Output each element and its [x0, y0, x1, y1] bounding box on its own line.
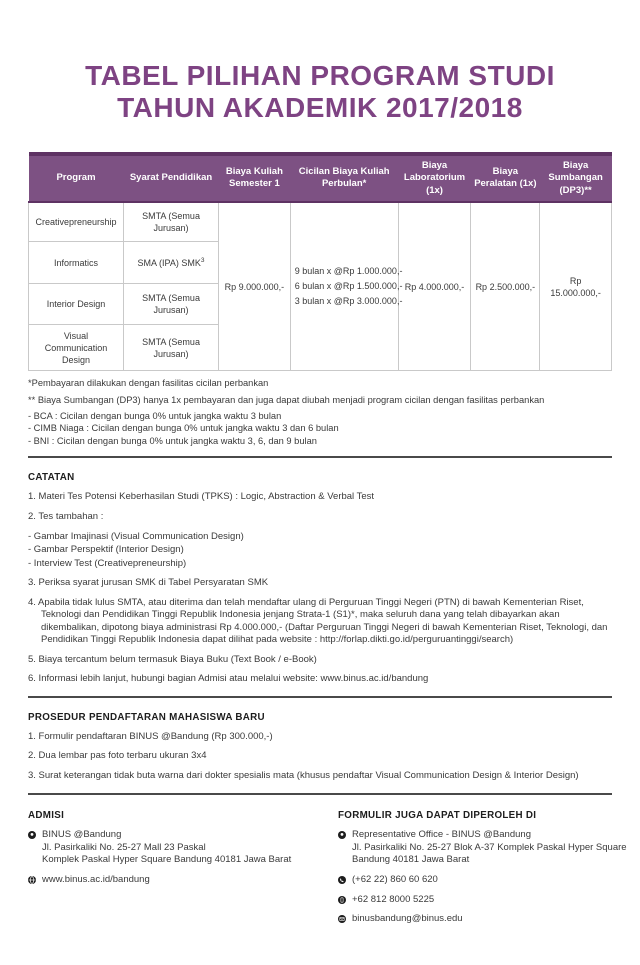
smk-footnote-superscript: 3	[200, 256, 205, 264]
peralatan-cell: Rp 2.500.000,-	[471, 202, 540, 371]
syarat-cell: SMTA (Semua Jurusan)	[124, 284, 219, 325]
catatan-item-3: 3. Periksa syarat jurusan SMK di Tabel Persyaratan SMK	[28, 577, 269, 589]
prosedur-section	[28, 712, 612, 783]
program-cell: Creativepreneurship	[29, 202, 124, 242]
globe-icon	[28, 876, 36, 884]
document-page	[0, 60, 640, 965]
catatan-heading: CATATAN	[28, 472, 75, 484]
cicilan-line: 6 bulan x @Rp 1.500.000,-	[294, 281, 403, 292]
laboratorium-cell: Rp 4.000.000,-	[398, 202, 471, 371]
table-footnotes	[28, 377, 612, 448]
bank-cimb: - CIMB Niaga : Cicilan dengan bunga 0% untuk jangka waktu 3 dan 6 bulan	[28, 423, 339, 434]
sumbangan-cell: Rp 15.000.000,-	[540, 202, 612, 371]
contact-area	[28, 810, 627, 932]
admisi-website-entry	[28, 874, 330, 887]
section-divider	[28, 696, 612, 698]
formulir-section	[330, 810, 627, 932]
formulir-mobile-entry	[338, 894, 627, 907]
catatan-item-6: 6. Informasi lebih lanjut, hubungi bagian Admisi atau melalui website: www.binus.ac.id/bandung	[28, 673, 429, 685]
email-icon	[338, 915, 346, 923]
formulir-phone: (+62 22) 860 60 620	[352, 873, 438, 885]
catatan-sub-3: - Interview Test (Creativepreneurship)	[28, 557, 187, 569]
formulir-phone-entry	[338, 874, 627, 887]
column-header-biaya-kuliah: Biaya Kuliah Semester 1	[219, 154, 291, 202]
formulir-heading: FORMULIR JUGA DAPAT DIPEROLEH DI	[338, 810, 537, 822]
admisi-heading: ADMISI	[28, 810, 65, 822]
catatan-item-1: 1. Materi Tes Potensi Keberhasilan Studi (TPKS) : Logic, Abstraction & Verbal Test	[28, 491, 375, 503]
phone-icon	[338, 876, 346, 884]
column-header-laboratorium: Biaya Laboratorium (1x)	[398, 154, 471, 202]
catatan-item-4: 4. Apabila tidak lulus SMTA, atau diterima dan telah mendaftar ulang di Perguruan Tinggi Negeri (PTN) di bawah Kementerian Riset, Teknologi dan Pendidikan Tinggi Republik Indonesia jenjang Strata-1 (S1)*, maka seluruh dana yang telah dibayarkan akan dikembalikan, dipotong biaya administrasi Rp 4.000.000,- (Daftar Perguruan Tinggi Negeri di bawah Kementerian Riset, Teknologi, dan Pendidikan Tinggi Republik Indonesia dapat dilihat pada website : http://forlap.dikti.go.id/perguruantinggi/search)	[28, 596, 608, 646]
table-header-row	[29, 154, 612, 202]
syarat-cell: SMA (IPA) SMK$^3$	[124, 242, 219, 284]
page-title	[28, 60, 612, 125]
prosedur-item-1: 1. Formulir pendaftaran BINUS @Bandung (Rp 300.000,-)	[28, 730, 273, 742]
cicilan-line: 9 bulan x @Rp 1.000.000,-	[294, 265, 403, 276]
title-line-1: TABEL PILIHAN PROGRAM STUDI	[85, 60, 555, 91]
admisi-address-entry	[28, 829, 330, 867]
cicilan-line: 3 bulan x @Rp 3.000.000,-	[294, 296, 403, 307]
admisi-website: www.binus.ac.id/bandung	[42, 873, 150, 885]
catatan-sub-1: - Gambar Imajinasi (Visual Communication Design)	[28, 531, 244, 543]
footnote-dp3: ** Biaya Sumbangan (DP3) hanya 1x pembayaran dan juga dapat diubah menjadi program cicilan dengan fasilitas perbankan	[28, 394, 545, 405]
section-divider	[28, 793, 612, 795]
column-header-sumbangan: Biaya Sumbangan (DP3)**	[540, 154, 612, 202]
biaya-kuliah-cell: Rp 9.000.000,-	[219, 202, 291, 371]
table-row	[29, 202, 612, 242]
catatan-item-2: 2. Tes tambahan :	[28, 510, 104, 522]
column-header-peralatan: Biaya Peralatan (1x)	[471, 154, 540, 202]
prosedur-item-2: 2. Dua lembar pas foto terbaru ukuran 3x4	[28, 750, 207, 762]
column-header-cicilan: Cicilan Biaya Kuliah Perbulan*	[290, 154, 398, 202]
program-table	[28, 152, 612, 372]
column-header-program: Program	[29, 154, 124, 202]
formulir-address-entry	[338, 829, 627, 867]
prosedur-heading: PROSEDUR PENDAFTARAN MAHASISWA BARU	[28, 711, 265, 723]
catatan-sub-2: - Gambar Perspektif (Interior Design)	[28, 544, 184, 556]
formulir-address: Representative Office - BINUS @Bandung Jl. Pasirkaliki No. 25-27 Blok A-37 Komplek Paskal Hyper Square Bandung 40181 Jawa Barat	[352, 829, 627, 866]
location-pin-icon	[338, 831, 346, 839]
catatan-section	[28, 472, 612, 686]
program-cell: Visual Communication Design	[29, 325, 124, 371]
catatan-item-5: 5. Biaya tercantum belum termasuk Biaya Buku (Text Book / e-Book)	[28, 653, 317, 665]
program-cell: Informatics	[29, 242, 124, 284]
location-pin-icon	[28, 831, 36, 839]
formulir-email-entry	[338, 913, 627, 926]
bank-installment-list	[28, 410, 612, 448]
section-divider	[28, 456, 612, 458]
admisi-section	[28, 810, 330, 932]
catatan-sublist	[28, 530, 612, 570]
formulir-mobile: +62 812 8000 5225	[352, 893, 435, 905]
title-line-2: TAHUN AKADEMIK 2017/2018	[117, 92, 523, 124]
program-cell: Interior Design	[29, 284, 124, 325]
bank-bni: - BNI : Cicilan dengan bunga 0% untuk jangka waktu 3, 6, dan 9 bulan	[28, 436, 317, 447]
syarat-cell: SMTA (Semua Jurusan)	[124, 202, 219, 242]
prosedur-item-3: 3. Surat keterangan tidak buta warna dari dokter spesialis mata (khusus pendaftar Visual Communication Design & Interior Design)	[28, 769, 579, 781]
footnote-payment: *Pembayaran dilakukan dengan fasilitas cicilan perbankan	[28, 378, 269, 389]
admisi-address: BINUS @Bandung Jl. Pasirkaliki No. 25-27 Mall 23 Paskal Komplek Paskal Hyper Square Bandung 40181 Jawa Barat	[42, 829, 292, 866]
syarat-cell: SMTA (Semua Jurusan)	[124, 325, 219, 371]
mobile-phone-icon	[338, 896, 346, 904]
bank-bca: - BCA : Cicilan dengan bunga 0% untuk jangka waktu 3 bulan	[28, 410, 282, 421]
formulir-email: binusbandung@binus.edu	[352, 913, 463, 925]
cicilan-cell	[290, 202, 403, 371]
column-header-syarat-pendidikan: Syarat Pendidikan	[124, 154, 219, 202]
